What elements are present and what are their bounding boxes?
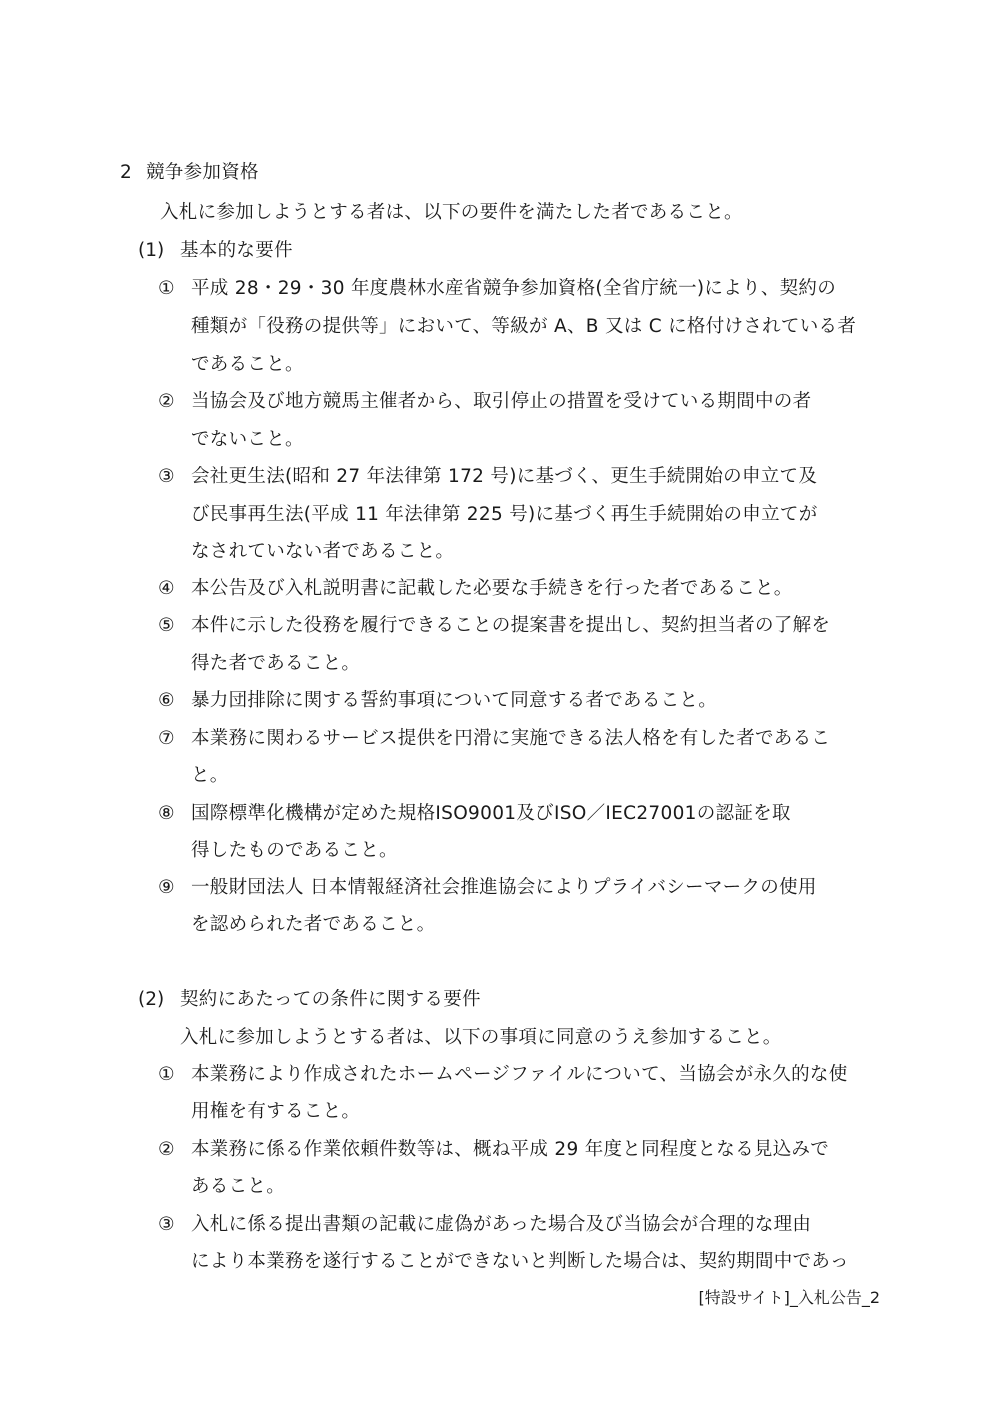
sub2-intro: 入札に参加しようとする者は、以下の事項に同意のうえ参加すること。 (180, 1027, 782, 1048)
section-number: 2 (120, 162, 132, 183)
sub1-item-7-line-2: と。 (191, 765, 229, 786)
sub2-item-1-line-2: 用権を有すること。 (191, 1101, 361, 1122)
sub1-item-5-line-2: 得た者であること。 (191, 653, 361, 674)
sub2-item-1-line-1: 本業務により作成されたホームページファイルについて、当協会が永久的な使 (191, 1064, 848, 1085)
sub1-item-2-line-1: 当協会及び地方競馬主催者から、取引停止の措置を受けている期間中の者 (191, 391, 812, 412)
sub2-item-2-line-1: 本業務に係る作業依頼件数等は、概ね平成 29 年度と同程度となる見込みで (191, 1139, 830, 1160)
sub1-item-3-line-2: び民事再生法(平成 11 年法律第 225 号)に基づく再生手続開始の申立てが (191, 504, 818, 525)
sub1-item-3-line-1: 会社更生法(昭和 27 年法律第 172 号)に基づく、更生手続開始の申立て及 (191, 466, 818, 487)
sub1-item-1-line-3: であること。 (191, 354, 304, 375)
sub1-item-8-line-1: 国際標準化機構が定めた規格ISO9001及びISO／IEC27001の認証を取 (191, 803, 791, 824)
sub1-item-9-marker: ⑨ (158, 877, 175, 898)
sub1-item-6-marker: ⑥ (158, 690, 175, 711)
sub1-item-5-marker: ⑤ (158, 615, 175, 636)
sub1-item-4-line-1: 本公告及び入札説明書に記載した必要な手続きを行った者であること。 (191, 578, 793, 599)
sub1-item-1-line-2: 種類が「役務の提供等」において、等級が A、B 又は C に格付けされている者 (191, 316, 857, 337)
sub2-title: 契約にあたっての条件に関する要件 (180, 989, 481, 1010)
sub1-item-6-line-1: 暴力団排除に関する誓約事項について同意する者であること。 (191, 690, 718, 711)
sub1-item-7-marker: ⑦ (158, 728, 175, 749)
page-footer: [特設サイト]_入札公告_2 (698, 1288, 880, 1307)
sub1-item-9-line-1: 一般財団法人 日本情報経済社会推進協会によりプライバシーマークの使用 (191, 877, 817, 898)
sub1-item-8-marker: ⑧ (158, 803, 175, 824)
sub2-item-3-marker: ③ (158, 1214, 175, 1235)
sub2-item-2-marker: ② (158, 1139, 175, 1160)
sub1-item-3-marker: ③ (158, 466, 175, 487)
sub2-item-1-marker: ① (158, 1064, 175, 1085)
sub1-item-4-marker: ④ (158, 578, 175, 599)
sub1-item-8-line-2: 得したものであること。 (191, 840, 398, 861)
sub2-item-3-line-1: 入札に係る提出書類の記載に虚偽があった場合及び当協会が合理的な理由 (191, 1214, 812, 1235)
sub1-item-1-line-1: 平成 28・29・30 年度農林水産省競争参加資格(全省庁統一)により、契約の (191, 278, 837, 299)
sub1-item-1-marker: ① (158, 278, 175, 299)
sub2-item-2-line-2: あること。 (191, 1176, 286, 1197)
section-title: 競争参加資格 (146, 162, 259, 183)
sub2-item-3-line-2: により本業務を遂行することができないと判断した場合は、契約期間中であっ (191, 1251, 849, 1272)
sub1-item-9-line-2: を認められた者であること。 (191, 914, 436, 935)
sub1-item-5-line-1: 本件に示した役務を履行できることの提案書を提出し、契約担当者の了解を (191, 615, 831, 636)
section-intro: 入札に参加しようとする者は、以下の要件を満たした者であること。 (160, 202, 743, 223)
sub1-item-3-line-3: なされていない者であること。 (191, 541, 455, 562)
sub1-label: (1) (138, 240, 165, 261)
sub1-item-2-line-2: でないこと。 (191, 429, 304, 450)
sub1-item-2-marker: ② (158, 391, 175, 412)
sub1-title: 基本的な要件 (180, 240, 293, 261)
sub1-item-7-line-1: 本業務に関わるサービス提供を円滑に実施できる法人格を有した者であるこ (191, 728, 831, 749)
sub2-label: (2) (138, 989, 165, 1010)
